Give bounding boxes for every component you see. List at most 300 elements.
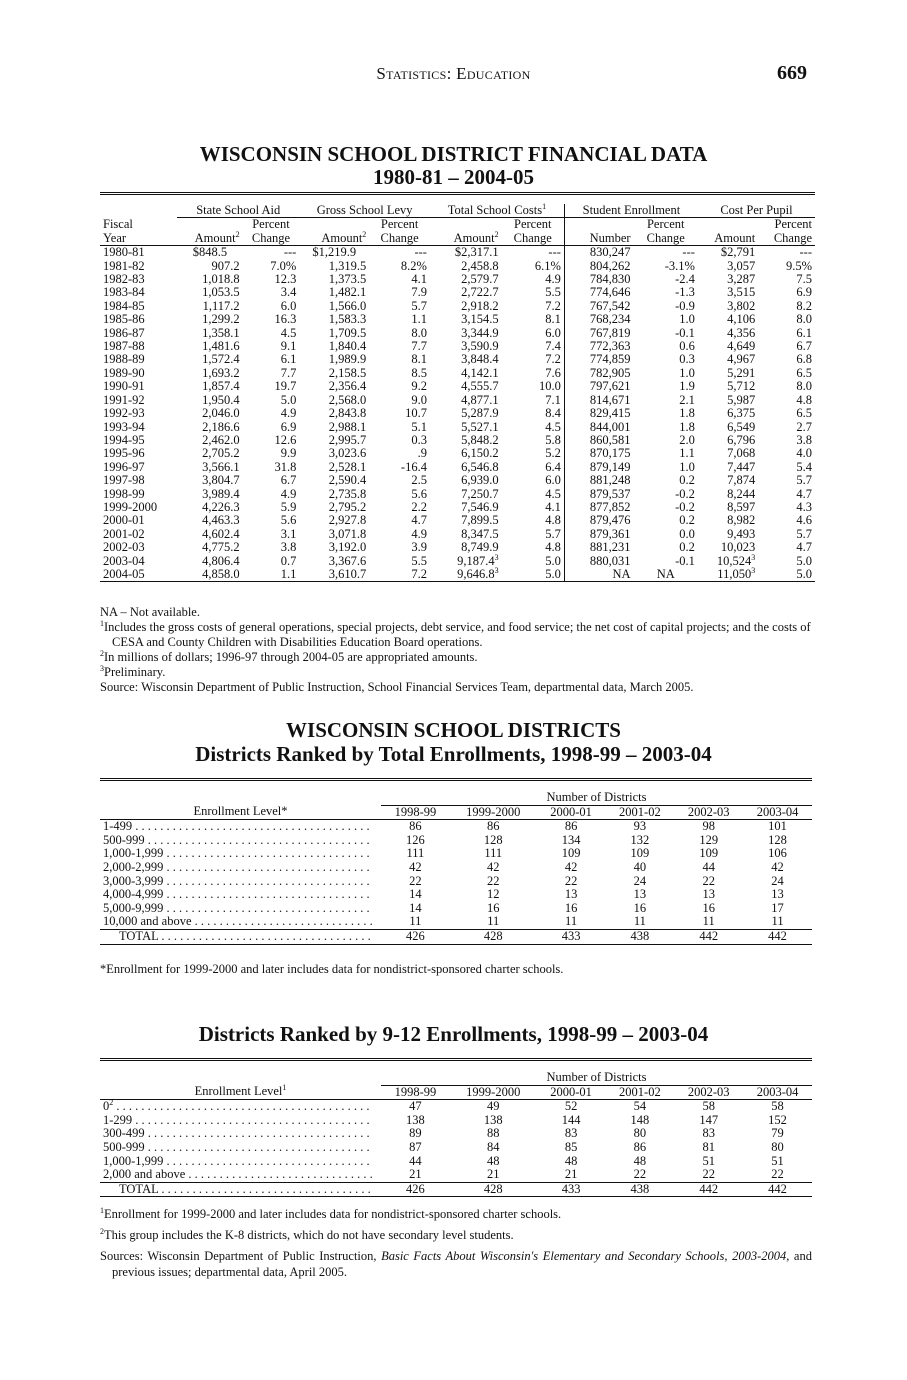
- data-cell: 907.2: [211, 258, 240, 273]
- data-cell: 7,899.5: [461, 513, 499, 528]
- data-cell: 0.2: [679, 473, 695, 488]
- count-cell: 24: [633, 873, 647, 888]
- data-cell: 3,804.7: [202, 473, 240, 488]
- data-cell: 4.5: [280, 325, 297, 340]
- data-cell: 1,053.5: [202, 285, 240, 300]
- count-cell: 111: [484, 846, 503, 861]
- data-cell: 2.1: [679, 392, 695, 407]
- data-cell: 2,995.7: [328, 432, 367, 447]
- fiscal-year-cell: 2000-01: [103, 513, 145, 528]
- data-cell: 5.7: [796, 526, 812, 541]
- data-cell: 6.0: [545, 473, 561, 488]
- count-cell: 52: [564, 1099, 578, 1114]
- fiscal-year-cell: 1995-96: [103, 446, 145, 461]
- data-cell: 3,057: [727, 258, 756, 273]
- year-header: 2000-01: [537, 1085, 606, 1100]
- data-cell: 2.0: [679, 432, 695, 447]
- data-cell: 10,524$^3$: [716, 552, 756, 568]
- data-cell: 1,950.4: [202, 392, 240, 407]
- data-cell: 1.1: [411, 312, 427, 327]
- data-cell: 4.6: [796, 513, 812, 528]
- financial-source: Source: Wisconsin Department of Public Instruction, School Financial Services Team, departmental data, March 2005.: [100, 680, 694, 694]
- total-cell: 442: [743, 929, 812, 944]
- data-cell: 5,848.2: [461, 432, 499, 447]
- count-cell: 21: [409, 1167, 422, 1182]
- data-cell: 1.0: [679, 459, 695, 474]
- data-cell: 4.1: [545, 499, 561, 514]
- data-cell: 4,602.4: [202, 526, 240, 541]
- data-cell: 8.0: [796, 379, 812, 394]
- data-cell: 2,462.0: [202, 432, 240, 447]
- year-header: 1999-2000: [450, 805, 537, 820]
- count-cell: 11: [565, 914, 578, 929]
- header-change: Change: [634, 232, 698, 246]
- data-cell: ---: [548, 245, 561, 260]
- data-cell: 3,802: [727, 298, 756, 313]
- data-cell: 2,528.1: [328, 459, 367, 474]
- table-row: [100, 246, 815, 260]
- data-cell: 8,982: [727, 513, 756, 528]
- count-cell: 44: [702, 859, 715, 874]
- fiscal-year-cell: 1983-84: [103, 285, 145, 300]
- header-amount: Amount: [698, 232, 758, 246]
- footnote-marker: 3: [751, 565, 756, 575]
- header-fiscal: Fiscal: [103, 217, 133, 232]
- count-cell: 132: [630, 832, 650, 847]
- data-cell: ---: [414, 245, 427, 260]
- count-cell: 16: [633, 900, 647, 915]
- data-cell: 16.3: [274, 312, 297, 327]
- data-cell: 7.4: [545, 339, 561, 354]
- data-cell: -0.2: [675, 499, 695, 514]
- data-cell: 4,356: [727, 325, 756, 340]
- data-cell: 9,646.8$^3$: [430, 568, 502, 582]
- count-cell: 88: [486, 1126, 500, 1141]
- data-cell: 1,583.3: [328, 312, 367, 327]
- data-cell: 5.2: [545, 446, 561, 461]
- data-cell: 5,287.9: [461, 406, 499, 421]
- count-cell: 44: [409, 1153, 422, 1168]
- count-cell: 16: [486, 900, 500, 915]
- fiscal-year-cell: 2001-02: [103, 526, 145, 541]
- header-percent: Percent: [252, 217, 290, 232]
- table-row: [100, 260, 815, 273]
- data-cell: 1,319.5: [328, 258, 367, 273]
- count-cell: 109: [630, 846, 650, 861]
- data-cell: 6.7: [280, 473, 297, 488]
- data-cell: 6.4: [545, 459, 561, 474]
- total-enrollment-table: [100, 778, 812, 945]
- data-cell: -0.1: [675, 553, 695, 568]
- count-cell: 13: [564, 887, 578, 902]
- count-cell: 48: [564, 1153, 578, 1168]
- total-cell: 428: [450, 1182, 537, 1197]
- data-cell: 4.8: [545, 540, 561, 555]
- data-cell: 0.2: [679, 513, 695, 528]
- table-row: [100, 875, 812, 889]
- data-cell: 2,186.6: [202, 419, 240, 434]
- count-cell: 40: [633, 859, 647, 874]
- data-cell: 5.8: [545, 432, 561, 447]
- header-amount: Amount: [321, 230, 363, 245]
- data-cell: 6.5: [796, 406, 812, 421]
- data-cell: 3,989.4: [202, 486, 240, 501]
- count-cell: 11: [409, 914, 422, 929]
- data-cell: 9,187.4$^3$: [457, 552, 499, 568]
- count-cell: 48: [633, 1153, 647, 1168]
- data-cell: NA: [634, 568, 698, 582]
- data-cell: 4,555.7: [461, 379, 499, 394]
- count-cell: 51: [771, 1153, 784, 1168]
- data-cell: 2.2: [411, 499, 427, 514]
- data-cell: 9.1: [280, 339, 297, 354]
- count-cell: 42: [486, 859, 500, 874]
- footnote-2: $^2$This group includes the K-8 districts, which do not have secondary level students.: [100, 1227, 514, 1242]
- data-cell: 3.9: [411, 540, 427, 555]
- total-cell: 438: [605, 1182, 674, 1197]
- enrollment-level-cell: 2,000 and above . . .: [100, 1168, 381, 1182]
- count-cell: 93: [633, 819, 647, 834]
- data-cell: 3,367.6: [328, 553, 367, 568]
- data-cell: 2,705.2: [202, 446, 240, 461]
- header-change: Change: [369, 232, 430, 246]
- fiscal-year-cell: 1993-94: [103, 419, 145, 434]
- data-cell: 6.8: [796, 352, 812, 367]
- count-cell: 86: [409, 819, 422, 834]
- count-cell: 22: [771, 1167, 784, 1182]
- data-cell: 1,693.2: [202, 365, 240, 380]
- data-cell: -16.4: [400, 459, 427, 474]
- year-header: 1998-99: [381, 1085, 450, 1100]
- data-cell: 4.7: [796, 486, 812, 501]
- data-cell: .9: [417, 446, 427, 461]
- data-cell: 2,735.8: [328, 486, 367, 501]
- count-cell: 13: [633, 887, 647, 902]
- total-label: TOTAL . . .: [100, 1182, 381, 1197]
- count-cell: 13: [702, 887, 715, 902]
- data-cell: 8,749.9: [461, 540, 499, 555]
- data-cell: 1,709.5: [328, 325, 367, 340]
- data-cell: 3.8: [796, 432, 812, 447]
- footnote-marker: 3: [494, 552, 499, 562]
- data-cell: 7.1: [545, 392, 561, 407]
- count-cell: 128: [483, 832, 503, 847]
- data-cell: 4.5: [545, 419, 561, 434]
- table-row: [100, 501, 815, 514]
- footnote-marker: 3: [494, 565, 499, 575]
- data-cell: 1,989.9: [328, 352, 367, 367]
- total-cell: 442: [674, 929, 743, 944]
- data-cell: ---: [283, 245, 297, 260]
- table-row: [100, 286, 815, 299]
- data-cell: 5.9: [280, 499, 297, 514]
- number-of-districts-header: Number of Districts: [381, 1071, 812, 1085]
- data-cell: 881,248: [564, 474, 633, 487]
- table-row: [100, 353, 815, 366]
- data-cell: 6.1: [280, 352, 297, 367]
- fiscal-year-cell: 1990-91: [103, 379, 145, 394]
- table-row: [100, 820, 812, 834]
- data-cell: 2,046.0: [202, 406, 240, 421]
- year-header: 2001-02: [605, 805, 674, 820]
- count-cell: 42: [771, 859, 784, 874]
- footnote-marker: 2: [109, 1100, 114, 1108]
- header-change: Change: [758, 232, 815, 246]
- data-cell: 8.0: [796, 312, 812, 327]
- data-cell: 1.0: [679, 312, 695, 327]
- data-cell: 774,859: [564, 353, 633, 366]
- table-row: [100, 541, 815, 554]
- data-cell: 860,581: [564, 434, 633, 447]
- count-cell: 22: [702, 873, 715, 888]
- data-cell: 1,373.5: [328, 272, 367, 287]
- grade-9-12-table: [100, 1058, 812, 1197]
- running-head: Statistics: Education: [376, 64, 531, 83]
- data-cell: 1,482.1: [328, 285, 367, 300]
- fiscal-year-cell: 1986-87: [103, 325, 145, 340]
- data-cell: 3,023.6: [328, 446, 367, 461]
- data-cell: 10.7: [405, 406, 427, 421]
- count-cell: 98: [702, 819, 715, 834]
- data-cell: 0.3: [679, 352, 695, 367]
- data-cell: 3,610.7: [299, 568, 369, 582]
- data-cell: 774,646: [564, 286, 633, 299]
- data-cell: 2,356.4: [328, 379, 367, 394]
- data-cell: 879,149: [564, 461, 633, 474]
- count-cell: 22: [564, 873, 578, 888]
- data-cell: 5.7: [545, 526, 561, 541]
- data-cell: 6.1%: [534, 258, 561, 273]
- count-cell: 83: [564, 1126, 578, 1141]
- data-cell: 7,874: [727, 473, 756, 488]
- data-cell: $848.5: [192, 245, 228, 260]
- count-cell: 58: [771, 1099, 784, 1114]
- data-cell: 1,299.2: [202, 312, 240, 327]
- count-cell: 111: [406, 846, 425, 861]
- header-year: Year: [100, 232, 177, 246]
- data-cell: 2,458.8: [461, 258, 499, 273]
- table-row: [100, 461, 815, 474]
- fiscal-year-cell: 1999-2000: [103, 499, 158, 514]
- enrollment-level-cell: 500-999 . . .: [100, 1141, 381, 1155]
- table-row: [100, 514, 815, 527]
- data-cell: 10.0: [539, 379, 561, 394]
- data-cell: 4.7: [411, 513, 427, 528]
- table-row: [100, 447, 815, 460]
- group-gross-levy: Gross School Levy: [316, 203, 413, 217]
- data-cell: -0.9: [675, 298, 695, 313]
- header-change: Change: [243, 232, 300, 246]
- data-cell: 5.0: [758, 568, 815, 582]
- enrollment-level-cell: 1-499 . . .: [100, 820, 381, 834]
- data-cell: 1,117.2: [202, 298, 240, 313]
- fiscal-year-cell: 1997-98: [103, 473, 145, 488]
- data-cell: 797,621: [564, 380, 633, 393]
- count-cell: 42: [409, 859, 422, 874]
- data-cell: 5.6: [411, 486, 427, 501]
- data-cell: -0.2: [675, 486, 695, 501]
- data-cell: 2,795.2: [328, 499, 367, 514]
- data-cell: 31.8: [274, 459, 297, 474]
- count-cell: 51: [702, 1153, 715, 1168]
- count-cell: 86: [486, 819, 500, 834]
- data-cell: 4,877.1: [461, 392, 499, 407]
- table-row: [100, 421, 815, 434]
- data-cell: 5.4: [796, 459, 812, 474]
- data-cell: $1,219.9: [312, 245, 357, 260]
- year-header: 1999-2000: [450, 1085, 537, 1100]
- data-cell: 1.8: [679, 419, 695, 434]
- data-cell: 8.2: [796, 298, 812, 313]
- data-cell: 6.7: [796, 339, 812, 354]
- data-cell: 1,358.1: [202, 325, 240, 340]
- total-cell: 442: [743, 1182, 812, 1197]
- data-cell: 2.5: [411, 473, 427, 488]
- count-cell: 138: [406, 1112, 425, 1127]
- table-row: [100, 380, 815, 393]
- count-cell: 148: [630, 1112, 650, 1127]
- count-cell: 147: [699, 1112, 719, 1127]
- table-row: [100, 407, 815, 420]
- data-cell: 870,175: [564, 447, 633, 460]
- year-header: 2002-03: [674, 1085, 743, 1100]
- data-cell: 5,712: [727, 379, 756, 394]
- count-cell: 24: [771, 873, 784, 888]
- data-cell: 5.6: [280, 513, 297, 528]
- table-row: [100, 1141, 812, 1155]
- count-cell: 84: [486, 1139, 500, 1154]
- year-header: 2002-03: [674, 805, 743, 820]
- data-cell: 5,291: [727, 365, 756, 380]
- table-row: [100, 300, 815, 313]
- data-cell: 3.4: [280, 285, 297, 300]
- data-cell: 6.1: [796, 325, 812, 340]
- data-cell: $2,317.1: [454, 245, 499, 260]
- count-cell: 22: [409, 873, 422, 888]
- count-cell: 85: [564, 1139, 578, 1154]
- data-cell: 3.8: [280, 540, 297, 555]
- data-cell: 8,347.5: [461, 526, 499, 541]
- grade-9-12-subtitle: Districts Ranked by 9-12 Enrollments, 1998-99 – 2003-04: [198, 1022, 709, 1046]
- enrollment-level-cell: 5,000-9,999 . . .: [100, 902, 381, 916]
- enrollment-level-cell: 10,000 and above . . .: [100, 915, 381, 929]
- count-cell: 144: [561, 1112, 581, 1127]
- count-cell: 87: [409, 1139, 422, 1154]
- data-cell: 9.9: [280, 446, 297, 461]
- data-cell: 12.3: [274, 272, 297, 287]
- total-cell: 426: [381, 1182, 450, 1197]
- fiscal-year-cell: 1988-89: [103, 352, 145, 367]
- data-cell: 2,918.2: [461, 298, 499, 313]
- enrollment-level-cell: 500-999 . . .: [100, 834, 381, 848]
- data-cell: 767,819: [564, 327, 633, 340]
- data-cell: 4,775.2: [202, 540, 240, 555]
- fiscal-year-cell: 1991-92: [103, 392, 145, 407]
- total-cell: 426: [381, 929, 450, 944]
- data-cell: 9.2: [411, 379, 427, 394]
- data-cell: 3,344.9: [461, 325, 499, 340]
- fiscal-year-cell: 1981-82: [103, 258, 145, 273]
- data-cell: 7.7: [411, 339, 427, 354]
- enrollment-level-header: Enrollment Level$^1$: [100, 1085, 381, 1100]
- data-cell: 8.5: [411, 365, 427, 380]
- count-cell: 12: [486, 887, 500, 902]
- data-cell: 7,068: [727, 446, 756, 461]
- table-row: [100, 1168, 812, 1182]
- data-cell: 5.1: [411, 419, 427, 434]
- data-cell: 3,848.4: [461, 352, 499, 367]
- data-cell: 4,142.1: [461, 365, 499, 380]
- footnote-3: $^3$Preliminary.: [100, 664, 166, 679]
- data-cell: 7.7: [280, 365, 297, 380]
- year-header: 2003-04: [743, 805, 812, 820]
- table-row: [100, 861, 812, 875]
- count-cell: 11: [702, 914, 715, 929]
- data-cell: 881,231: [564, 541, 633, 554]
- table-row: [100, 847, 812, 861]
- data-cell: 6,375: [727, 406, 756, 421]
- data-cell: 804,262: [564, 260, 633, 273]
- data-cell: 4.9: [280, 406, 297, 421]
- data-cell: 9,493: [727, 526, 756, 541]
- table-row: [100, 327, 815, 340]
- footnote-1: $^1$Enrollment for 1999-2000 and later includes data for nondistrict-sponsored charter schools.: [100, 1206, 562, 1221]
- count-cell: 129: [699, 832, 719, 847]
- total-label: TOTAL . . .: [100, 929, 381, 944]
- data-cell: 7.2: [545, 352, 561, 367]
- count-cell: 86: [564, 819, 578, 834]
- data-cell: 879,537: [564, 488, 633, 501]
- group-enrollment: Student Enrollment: [582, 203, 681, 217]
- data-cell: 2,843.8: [328, 406, 367, 421]
- header-percent: Percent: [774, 217, 812, 232]
- data-cell: 6.0: [545, 325, 561, 340]
- data-cell: 7,250.7: [461, 486, 499, 501]
- data-cell: 1.1: [243, 568, 300, 582]
- total-cell: 428: [450, 929, 537, 944]
- enrollment-level-cell: 4,000-4,999 . . .: [100, 888, 381, 902]
- group-state-aid: State School Aid: [196, 203, 281, 217]
- header-percent: Percent: [380, 217, 419, 232]
- data-cell: 784,830: [564, 273, 633, 286]
- fiscal-year-cell: 2002-03: [103, 540, 145, 555]
- enrollment-level-cell: 1,000-1,999 . . .: [100, 847, 381, 861]
- data-cell: 6.9: [280, 419, 297, 434]
- data-cell: 7,447: [727, 459, 756, 474]
- fiscal-year-cell: 1994-95: [103, 432, 145, 447]
- header-percent: Percent: [514, 217, 552, 232]
- data-cell: 5.0: [502, 568, 565, 582]
- data-cell: 6,939.0: [461, 473, 499, 488]
- data-cell: 4.9: [280, 486, 297, 501]
- table-row: [100, 888, 812, 902]
- data-cell: 10,023: [720, 540, 756, 555]
- year-header: 2000-01: [537, 805, 606, 820]
- count-cell: 11: [633, 914, 646, 929]
- data-cell: 879,476: [564, 514, 633, 527]
- footnote-1: $^1$Includes the gross costs of general operations, special projects, debt service, and food service; the net cost of capital projects; and the costs of CESA and County Children with Disabilities Education Board operations.: [100, 619, 811, 649]
- fiscal-year-cell: 2003-04: [103, 553, 145, 568]
- table-row: [100, 555, 815, 568]
- table-row: [100, 313, 815, 326]
- total-enrollment-note: *Enrollment for 1999-2000 and later includes data for nondistrict-sponsored charter schools.: [100, 962, 564, 976]
- data-cell: 1.9: [679, 379, 695, 394]
- count-cell: 101: [768, 819, 787, 834]
- data-cell: 1.1: [679, 446, 695, 461]
- enrollment-level-cell: 2,000-2,999 . . .: [100, 861, 381, 875]
- data-cell: 2,590.4: [328, 473, 367, 488]
- data-cell: 3,515: [727, 285, 756, 300]
